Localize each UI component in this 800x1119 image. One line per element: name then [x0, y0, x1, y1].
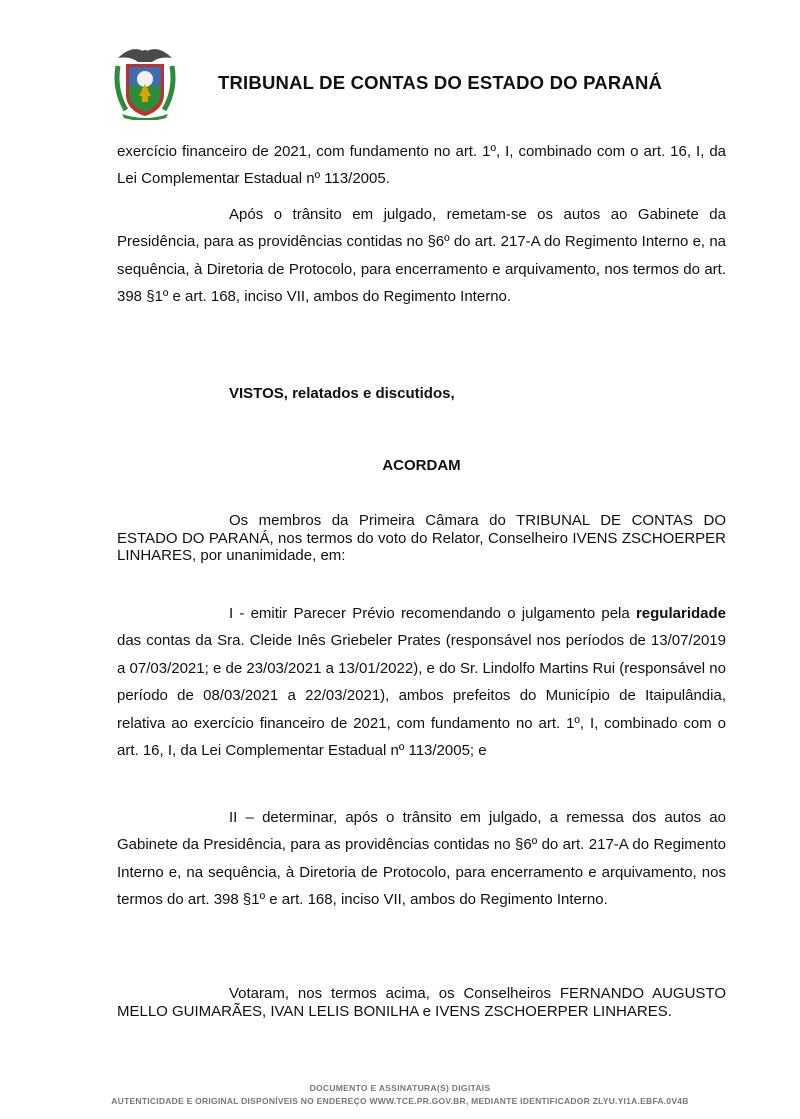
item-i-parecer — [117, 600, 726, 764]
digital-signature-footer — [0, 1083, 800, 1106]
vistos-line: VISTOS, relatados e discutidos, — [229, 385, 455, 402]
item-i-bold-term: regularidade — [635, 605, 726, 622]
parana-coat-of-arms-icon — [112, 44, 178, 120]
item-i-text-b: das contas da Sra. Cleide Inês Griebeler Prates (responsável nos períodos de 13/07/2019 a 07/03/2021; e de 23/03/2021 a 13/01/2022), e do Sr. Lindolfo Martins Rui (responsável no período de 08/03/2021 a 22/03/2021), ambos prefeitos do Município de Itaipulândia, relativa ao exercício financeiro de 2021, com fundamento no art. 1º, I, combinado com o art. 16, I, da Lei Complementar Estadual nº 113/2005; e — [117, 632, 726, 760]
item-ii-determinar: II – determinar, após o trânsito em julgado, a remessa dos autos ao Gabinete da Presidência, para as providências contidas no §6º do art. 217-A do Regimento Interno e, na sequência, à Diretoria de Protocolo, para encerramento e arquivamento, nos termos do art. 398 §1º e art. 168, inciso VII, ambos do Regimento Interno. — [117, 809, 726, 909]
footer-line-2: AUTENTICIDADE E ORIGINAL DISPONÍVEIS NO ENDEREÇO WWW.TCE.PR.GOV.BR, MEDIANTE IDENTIFICADOR ZLYU.YI1A.EBFA.0V4B — [111, 1096, 689, 1106]
paragraph-votaram: Votaram, nos termos acima, os Conselheiros FERNANDO AUGUSTO MELLO GUIMARÃES, IVAN LELIS BONILHA e IVENS ZSCHOERPER LINHARES. — [117, 985, 726, 1020]
org-title: TRIBUNAL DE CONTAS DO ESTADO DO PARANÁ — [218, 72, 663, 93]
item-i-text-a: I - emitir Parecer Prévio recomendando o julgamento pela — [229, 605, 630, 622]
document-header — [112, 44, 732, 124]
paragraph-membros: Os membros da Primeira Câmara do TRIBUNAL DE CONTAS DO ESTADO DO PARANÁ, nos termos do voto do Relator, Conselheiro IVENS ZSCHOERPER LINHARES, por unanimidade, em: — [117, 512, 726, 564]
footer-line-1: DOCUMENTO E ASSINATURA(S) DIGITAIS — [309, 1083, 491, 1093]
paragraph-transito-julgado: Após o trânsito em julgado, remetam-se os autos ao Gabinete da Presidência, para as providências contidas no §6º do art. 217-A do Regimento Interno e, na sequência, à Diretoria de Protocolo, para encerramento e arquivamento, nos termos do art. 398 §1º e art. 168, inciso VII, ambos do Regimento Interno. — [117, 206, 726, 306]
paragraph-continuation: exercício financeiro de 2021, com fundamento no art. 1º, I, combinado com o art. 16, I, da Lei Complementar Estadual nº 113/2005. — [117, 143, 726, 188]
acordam-heading: ACORDAM — [382, 457, 461, 474]
